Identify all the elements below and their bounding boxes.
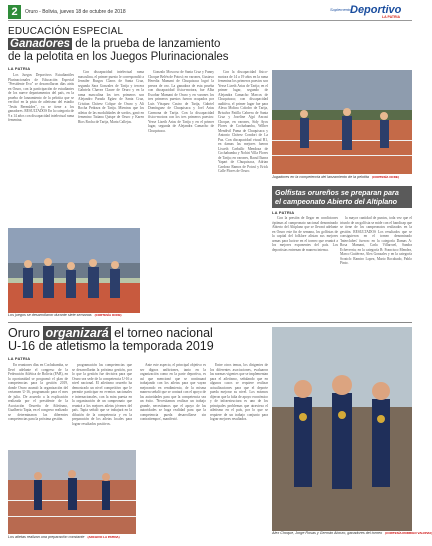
article3-photo-athletes bbox=[8, 450, 136, 534]
article3-col1 bbox=[8, 363, 68, 447]
headline-highlight: Ganadores bbox=[10, 38, 71, 50]
photo-credit: (ARCHIVO LA PATRIA) bbox=[87, 535, 120, 539]
article2-byline: LA PATRIA bbox=[272, 210, 295, 215]
article3-col2 bbox=[72, 363, 132, 447]
paragraph: Con discapacidad intelectual rama masculina, el primer puesto le correspondió a Jennifer Burgos Claros de Santa Cruz, segunda Sara Gonzales de Tarija y tercera Gabriela Chavez Claure de Oruro y en la rama masculina los tres primeros son Alejandro Parada Egüez de Santa Cruz, Cristian Chávez Colque de Oruro y Ali Rocha Pedraza de Tarija. Mientras que los atletas de las modalidades de sordos, ganó en femenino Tatiana Quispe de Oruro y Karen Rios Rocha de Tarija, Marta Callejas. bbox=[78, 70, 144, 124]
headline-part1: Oruro bbox=[8, 326, 44, 340]
article3-col3 bbox=[140, 363, 206, 541]
supplement-small-label: Suplemento bbox=[330, 7, 352, 12]
article1-photo-competition bbox=[272, 70, 412, 174]
paragraph: la mayor cantidad de puntos, toda vez que el triunfo de un golfista se mide con el handicap que se tiene de los campeonatos realizados en la gestión. RESULTADOS Los resultados que se consiguieron en el torneo denominado 'Interclubes' fueron: en la categoría Damas A: Rosa Mamani, Carla Villarroel, Sandra Echeverria; en la categoría B: Francisco Mendez, Marco Gutiérrez, Alex Gonzales y en la categoría Scratch: Ramiro Lopez, Mario Rocabado, Pablo Pinto. bbox=[340, 216, 412, 265]
caption-text: Los atletas realizan una preparación constante bbox=[8, 535, 85, 539]
caption-text: Jugadores en la competencia del lanzamiento de la pelotita bbox=[272, 175, 369, 179]
headline-line2: el campeonato Abierto del Altiplano bbox=[275, 197, 398, 206]
paragraph: programación las competencias que se desarrollarán la próxima gestión, por lo que la gestión fue decisiva para que Oruro sea sede de la competencia U-16 a nivel nacional. El atletismo orureño ha demostrado un nivel competitivo que le permite participar en eventos nacionales e internacionales, con la mira puesta en la organización de un campeonato que reunirá a los mejores atletas jóvenes del país. Tapia señaló que se trabajará en la difusión de la competencia y en la preparación de los atletas locales para lograr resultados positivos. bbox=[72, 363, 132, 426]
paragraph: Con la presión de llegar en condiciones óptimas al campeonato nacional denominado Abierto del Altiplano que se llevará adelante en Oruro este fin de semana, los golfistas de la capital del folklore alistan sus mejores armas para lucirse en el torneo que reunirá a los mejores exponentes del país. Los deportistas entrenan de manera intensa. bbox=[272, 216, 338, 252]
article3-photo-winners bbox=[272, 327, 412, 531]
article1-photo2-caption bbox=[272, 175, 412, 180]
headline-line1: Golfistas orureños se preparan para bbox=[275, 188, 399, 197]
headline-highlight: organizará bbox=[45, 326, 109, 340]
paragraph: Entre otros temas, los dirigentes de los diferentes asociaciones, evaluaron las normas vigentes que se implementan para el atletismo, señalando que en algunos casos se requiere realizar actualizaciones para que el deporte pueda mejorar su nivel. Los mismos dijeron que la falta de apoyo económico y de infraestructura es uno de los principales problemas que atraviesa el atletismo en el país, por lo que se requiere de un trabajo conjunto para lograr mejores resultados. bbox=[210, 363, 268, 421]
headline-line2: de la pelotita en los Juegos Plurinacionales bbox=[8, 50, 229, 63]
article3-col4 bbox=[210, 363, 268, 541]
dateline: Oruro - Bolivia, jueves 18 de octubre de 2018 bbox=[25, 9, 126, 15]
page-header bbox=[8, 4, 412, 21]
page-number: 2 bbox=[8, 5, 21, 19]
paragraph: Gonzalo Moscoso de Santa Cruz y Fanny Choque Belén de Potosí; en varones, Gustavo Heredia Mamani de Chuquisaca logró la presea de oro. La ganadora de esta prueba con discapacidad física-motora, fue Alba Escobar Mamani de Oruro y en varones los tres primeros puestos fueron ocupados por Luis Vásquez Castro de Tarija, Gabriel Domínguez de Chuquisaca y Joel Arias Carmona de Tarija. Con la discapacidad físico-motora con los tres primeros puestos: Yesse Lizeth Arias de Tarija y en el primer lugar, segunda de Alejandra Camacho de Chuquisaca. bbox=[148, 70, 214, 133]
article1-photo1-caption bbox=[8, 313, 140, 318]
caption-text: Alex Choque, Jorge Rosas y Germán Alonzo, ganadores del torneo bbox=[272, 531, 383, 535]
section-title: EDUCACIÓN ESPECIAL bbox=[8, 26, 124, 37]
article1-byline: LA PATRIA bbox=[8, 66, 31, 71]
article1-col1 bbox=[8, 73, 74, 225]
article3-photo1-caption bbox=[8, 535, 138, 540]
supplement-name: Deportivo bbox=[350, 4, 402, 16]
article1-photo-participants bbox=[8, 228, 140, 313]
caption-text: Los juegos se desarrollaron durante siete semanas bbox=[8, 313, 92, 317]
article2-col1 bbox=[272, 216, 338, 322]
article1-col4 bbox=[218, 70, 268, 225]
paragraph: Los Juegos Deportivos Estudiantiles Plurinacionales de Educación Especial "Presidente Evo" se desarrollaron días atrás en Oruro, con la participación de estudiantes de los nueve departamentos del país, en la prueba de lanzamiento de la pelotita que se verificó en la pista de atletismo del estadio "Jesús Bermúdez", ya se tiene a los ganadores. RESULTADOS En la categoría de 9 a 14 años con discapacidad intelectual rama femenina. bbox=[8, 73, 74, 122]
photo-credit: (CORTESÍA OCDE) bbox=[94, 313, 122, 317]
article3-photo2-caption bbox=[272, 531, 432, 536]
article2-rule bbox=[8, 322, 412, 323]
article2-headline bbox=[272, 186, 412, 208]
article1-col3 bbox=[148, 70, 214, 225]
paragraph: Ante este aspecto, el principal objetivo es ser dignos anfitriones, tanto en la organización como en la parte deportiva, es así que mencionó que se continuará trabajando con los atletas para que vayan mejorando en rendimiento, de la misma manera señaló que se contará con el apoyo de las autoridades para que la competencia sea un éxito. 'Necesitamos realizar un trabajo grande, necesitamos que el apoyo de las autoridades se haga realidad para que la competencia pueda desarrollarse sin contratiempos', manifestó. bbox=[140, 363, 206, 421]
headline-line2: U-16 de atletismo la temporada 2019 bbox=[8, 339, 214, 353]
article1-col2 bbox=[78, 70, 144, 225]
paragraph: En reuniones días en Cochabamba, se llevó adelante el congreso de la Federación Atlética de Bolivia (FAB), en la oportunidad se programó el plan de competencias para la gestión 2019, donde Oruro asumió la organización del certamen U-16, programado para el mes de julio. De acuerdo a la explicación realizada por el presidente de la Asociación Orureña de Atletismo, Gualberto Tapia, en el congreso realizado se determinaron las diferentes competencias para la próxima gestión. bbox=[8, 363, 68, 421]
headline-part3: el torneo nacional bbox=[110, 326, 213, 340]
article3-byline: LA PATRIA bbox=[8, 356, 31, 361]
headline-rest: de la prueba de lanzamiento bbox=[72, 38, 221, 50]
header-rule bbox=[8, 20, 412, 21]
paragraph: Con la discapacidad físico-motora de 14 a 19 años en la rama femenina los primeros puestos son Yesse Lizeth Arias de Tarija; en el primer lugar, segundo de Alejandra Camacho Marcos de Chuquisaca; con discapacidad auditiva, el primer lugar fue para Alexa Molina Colodro de Tarija, Brisalva Patilla Cabrera de Santa Cruz y Joseline Ajpí Ancasi Choque, en varones, Sidy Ayos Flores de Cochabamba, Wilber Mendivil Puma de Chuquisaca y Antonio Chávez Condori de La Paz. Con discapacidad visual B1, en damas las mejores fueron Lisseth Carballo Mendoza de Cochabamba y Nohiri Villa Flores de Tarija; en varones, Raoul Ibarra Yapari de Chuquisaca, Adrian Cardozo Ramos de Potosí y Erick Calle Flores de Oruro. bbox=[218, 70, 268, 173]
photo-credit: (CORTESÍA RODRIGO VALDIVIA) bbox=[385, 531, 432, 535]
article1-headline bbox=[8, 38, 412, 63]
supplement-sub-label: LA PATRIA bbox=[382, 15, 401, 19]
article2-col2 bbox=[340, 216, 412, 322]
photo-credit: (CORTESÍA OCDE) bbox=[371, 175, 399, 179]
supplement-logo bbox=[330, 4, 412, 20]
